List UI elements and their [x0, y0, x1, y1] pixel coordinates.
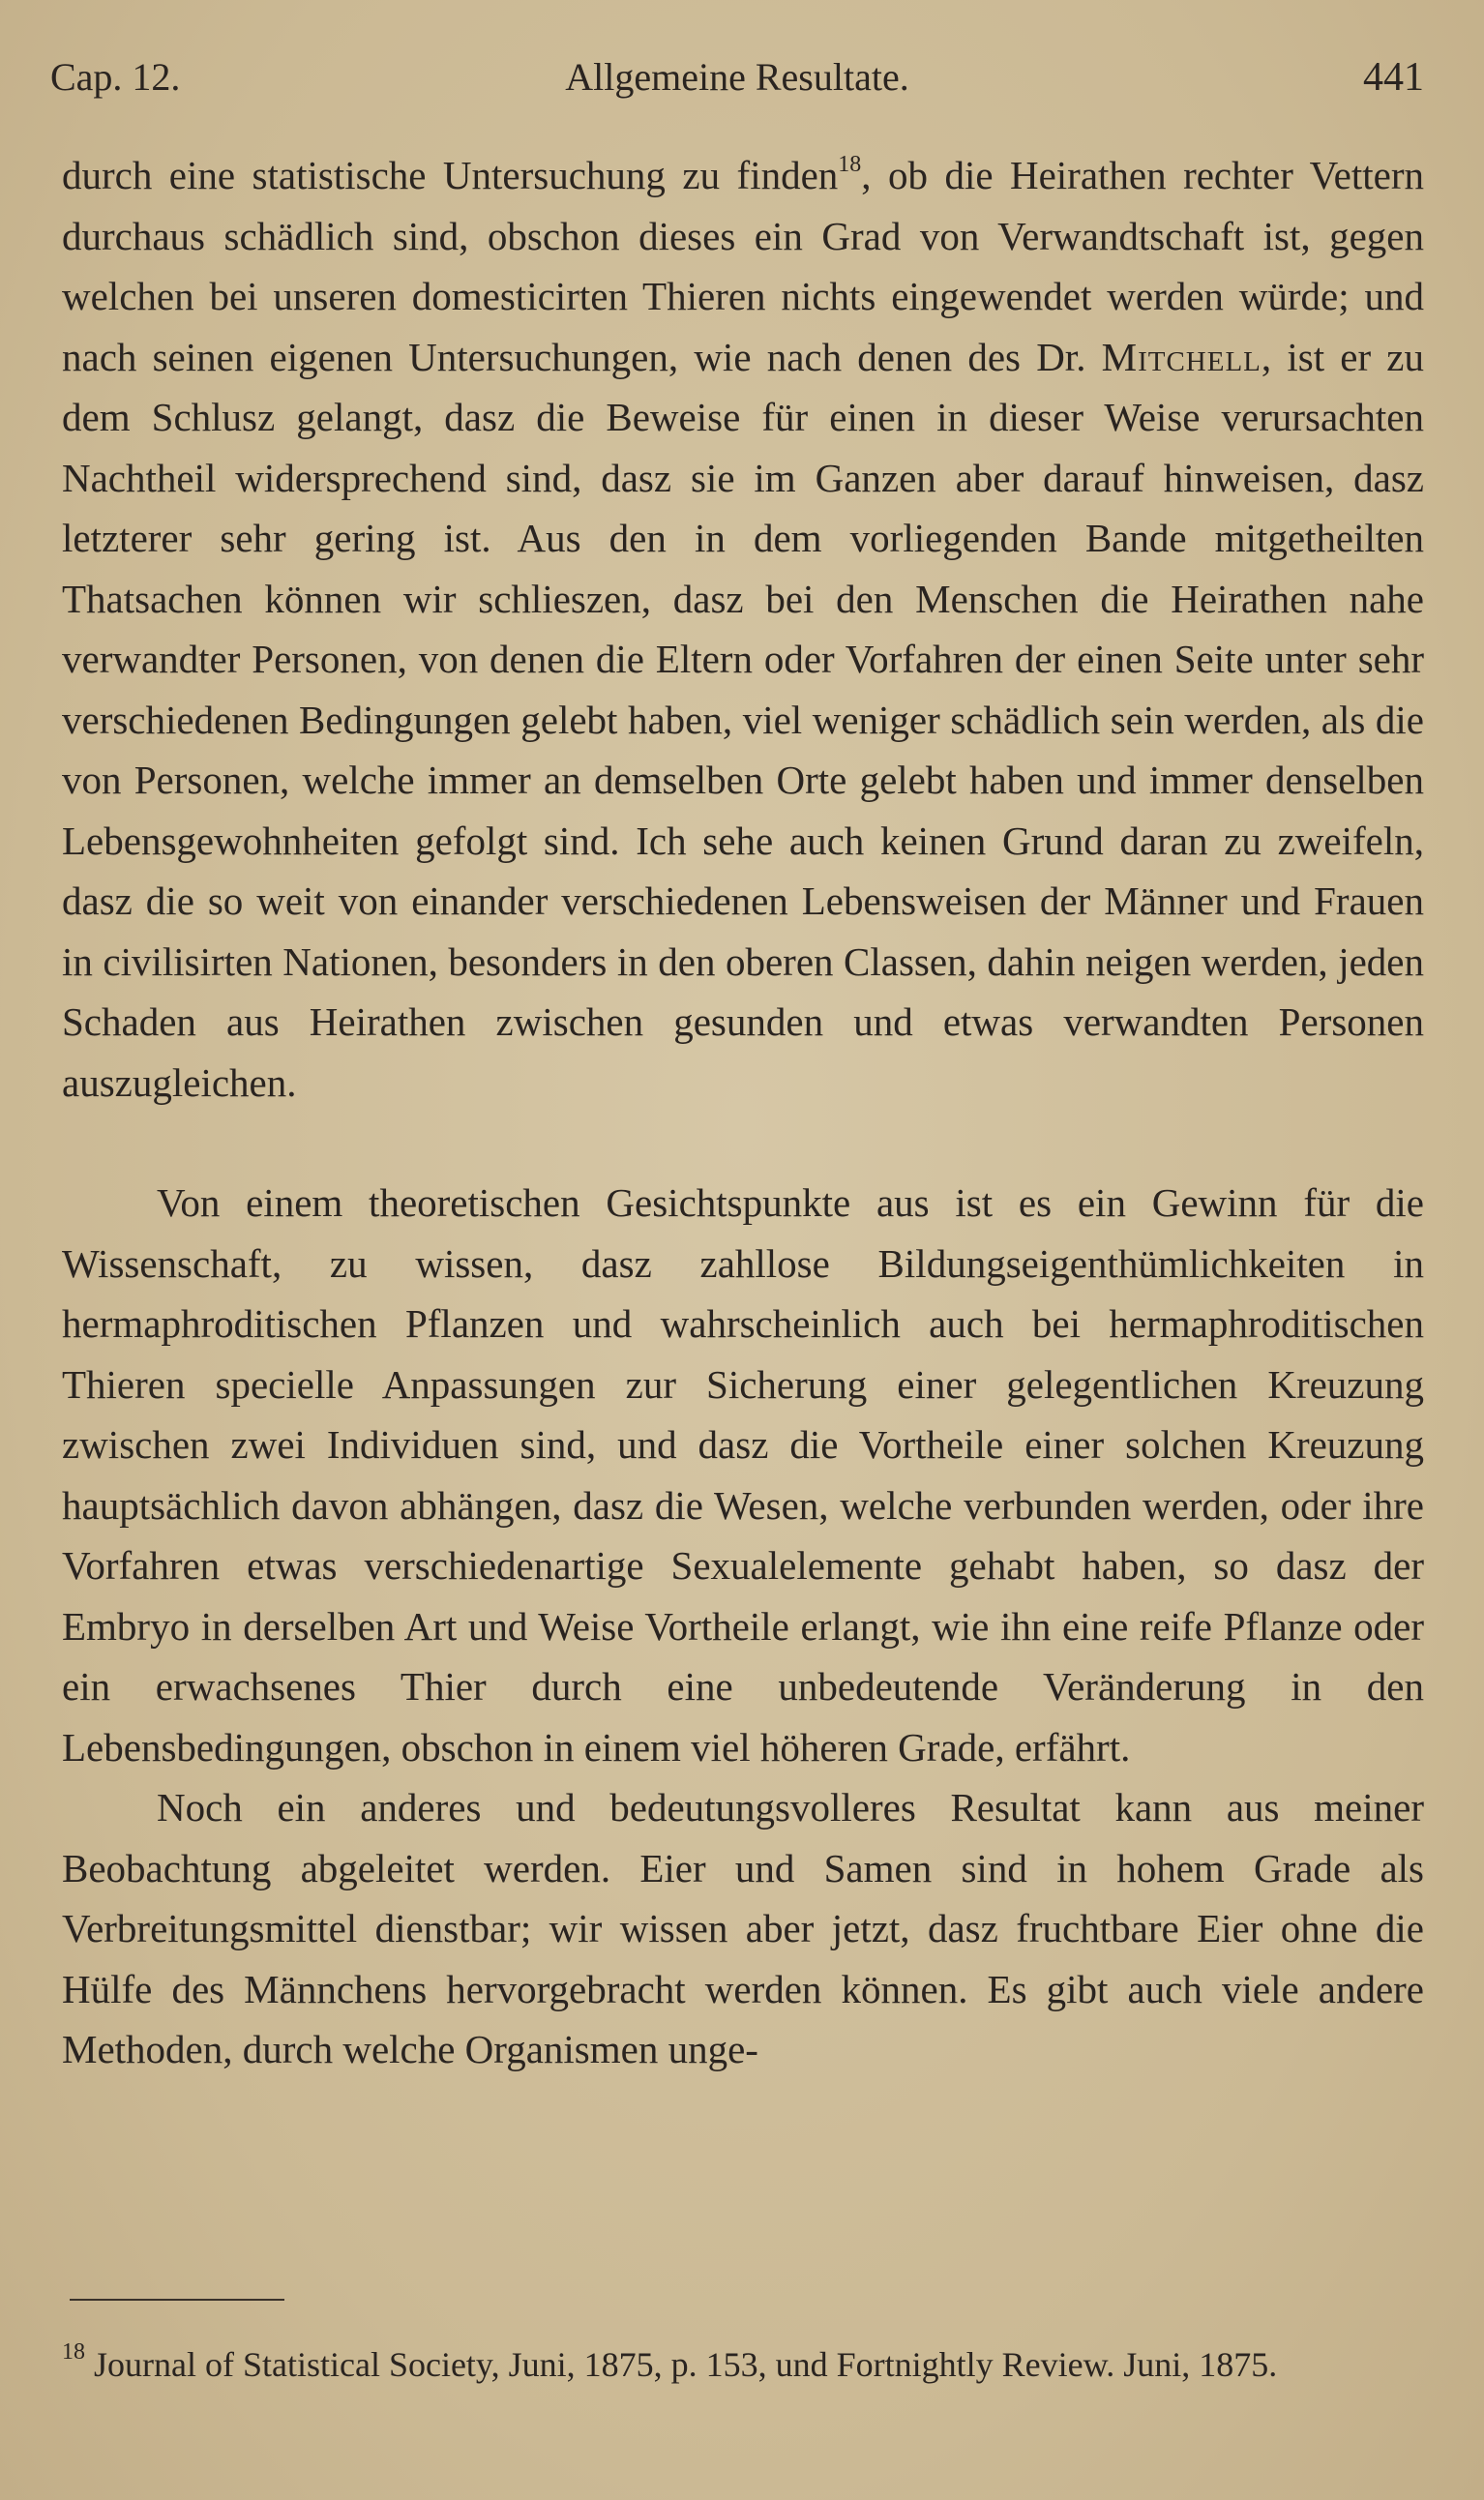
main-text — [62, 145, 1424, 2080]
footnote-mark: 18 — [62, 2339, 85, 2365]
running-title: Allgemeine Resultate. — [565, 55, 909, 99]
paragraph-2: Von einem theoretischen Gesichtspunkte aus ist es ein Gewinn für die Wissenschaft, zu wissen, dasz zahllose Bildungseigenthümlichkeiten in hermaphroditischen Pflanzen und wahrscheinlich auch bei hermaphroditischen Thieren specielle Anpassungen zur Sicherung einer gelegentlichen Kreuzung zwischen zwei Individuen sind, und dasz die Vortheile einer solchen Kreuzung hauptsächlich davon abhängen, dasz die Wesen, welche verbunden werden, oder ihre Vorfahren etwas verschiedenartige Sexualelemente gehabt haben, so dasz der Embryo in derselben Art und Weise Vortheile erlangt, wie ihn eine reife Pflanze oder ein erwachsenes Thier durch eine unbedeutende Veränderung in den Lebensbedingungen, obschon in einem viel höheren Grade, erfährt. — [62, 1180, 1424, 1770]
paragraph-1-mid: , ob die Heirathen rechter Vettern durchaus schädlich sind, obschon dieses ein Grad von Verwandtschaft ist, gegen welchen bei unseren domesticirten Thieren nichts eingewendet werden würde; und nach seinen eigenen Untersuchungen, wie nach denen des Dr. — [62, 153, 1424, 379]
footnote-divider — [70, 2299, 284, 2301]
author-name: Mitchell — [1101, 334, 1261, 379]
footnote-text: Journal of Statistical Society, Juni, 1875, p. 153, und Fortnightly Review. Juni, 1875. — [85, 2345, 1278, 2384]
running-header — [50, 54, 1424, 112]
page-number: 441 — [1363, 55, 1424, 100]
paragraph-3: Noch ein anderes und bedeutungsvolleres Resultat kann aus meiner Beobachtung abgeleitet werden. Eier und Samen sind in hohem Grade als Verbreitungsmittel dienstbar; wir wissen aber jetzt, dasz fruchtbare Eier ohne die Hülfe des Männchens hervorgebracht werden können. Es gibt auch viele andere Methoden, durch welche Organismen unge- — [62, 1785, 1424, 2071]
footnote-reference[interactable]: 18 — [838, 152, 862, 177]
paragraph-1-start: durch eine statistische Untersuchung zu finden — [62, 153, 839, 197]
section-gap — [62, 1113, 1424, 1173]
paragraph-1-end: , ist er zu dem Schlusz gelangt, dasz die Beweise für einen in dieser Weise verursachten Nachtheil widersprechend sind, dasz sie im Ganzen aber darauf hinweisen, dasz letzterer sehr gering ist. Aus den in dem vorliegenden Bande mitgetheilten Thatsachen können wir schlieszen, dasz bei den Menschen die Heirathen nahe verwandter Personen, von denen die Eltern oder Vorfahren der einen Seite unter sehr verschiedenen Bedingungen gelebt haben, viel weniger schädlich sein werden, als die von Personen, welche immer an demselben Orte gelebt haben und immer denselben Lebensgewohnheiten gefolgt sind. Ich sehe auch keinen Grund daran zu zweifeln, dasz die so weit von einander verschiedenen Lebensweisen der Männer und Frauen in civilisirten Nationen, besonders in den oberen Classen, dahin neigen werden, jeden Schaden aus Heirathen zwischen gesunden und etwas verwandten Personen auszugleichen. — [62, 334, 1424, 1105]
footnote — [62, 2337, 1424, 2393]
chapter-label: Cap. 12. — [50, 55, 181, 99]
paragraph-1 — [62, 145, 1424, 1113]
